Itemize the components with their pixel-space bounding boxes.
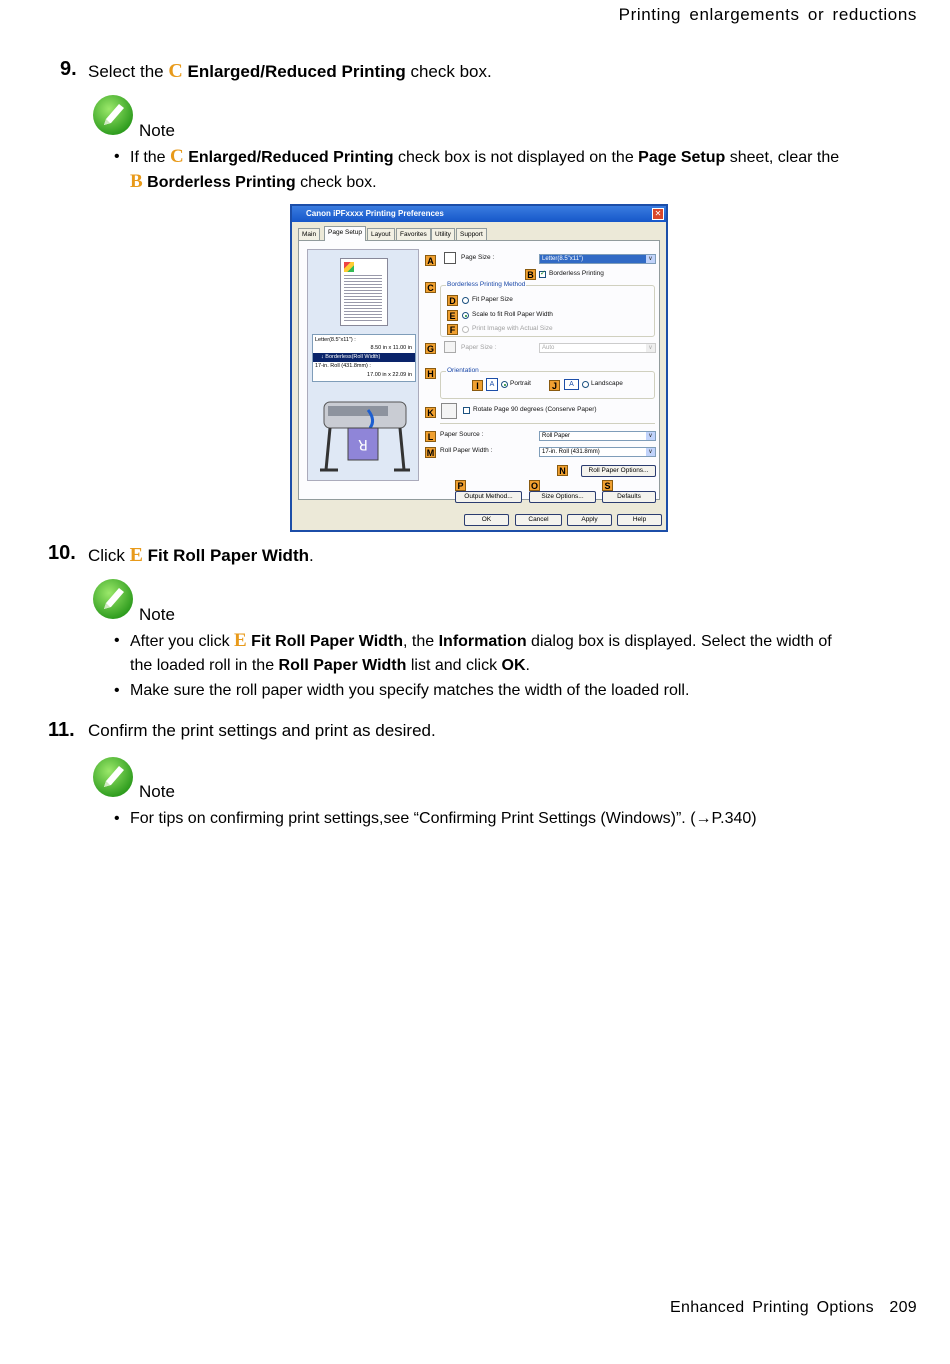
note-bullet: • Make sure the roll paper width you specify matches the width of the loaded roll. — [114, 682, 690, 699]
tab-main[interactable]: Main — [298, 228, 320, 240]
paper-source-label: Paper Source : — [440, 431, 484, 438]
callout-c: C — [425, 282, 436, 293]
callout-k: K — [425, 407, 436, 418]
rotate-page-icon — [441, 403, 457, 419]
printer-illustration-icon — [318, 390, 412, 476]
note-bullet: • If the C Enlarged/Reduced Printing check box is not displayed on the Page Setup sheet, clear the B Borderless Printing check box. — [114, 146, 840, 192]
running-header: Printing enlargements or reductions — [618, 5, 917, 24]
portrait-icon: A — [486, 378, 498, 391]
note-pencil-icon — [92, 94, 134, 136]
actual-size-radio[interactable] — [462, 326, 469, 333]
callout-s: S — [602, 480, 613, 491]
print-preview — [307, 249, 419, 481]
dialog-title: Canon iPFxxxx Printing Preferences — [292, 206, 666, 222]
help-button[interactable]: Help — [617, 514, 662, 526]
note-bullet: • After you click E Fit Roll Paper Width, the Information dialog box is displayed. Select the width of the loaded roll in the Roll Paper Width list and click OK. — [114, 630, 832, 674]
step-text: Click E Fit Roll Paper Width. — [88, 544, 314, 566]
cross-reference-link[interactable]: For tips on confirming print settings,see “Confirming Print Settings (Windows)”. (→P.340) — [130, 810, 757, 827]
tab-utility[interactable]: Utility — [431, 228, 455, 240]
paper-size-icon — [444, 341, 456, 353]
borderless-method-label: Borderless Printing Method — [447, 281, 526, 288]
apply-button[interactable]: Apply — [567, 514, 612, 526]
callout-i: I — [472, 380, 483, 391]
portrait-radio[interactable] — [501, 381, 508, 388]
note-label: Note — [139, 782, 175, 801]
cancel-button[interactable]: Cancel — [515, 514, 562, 526]
callout-m: M — [426, 448, 435, 458]
portrait-label: Portrait — [510, 380, 531, 387]
callout-l: L — [425, 431, 436, 442]
page-size-select[interactable]: Letter(8.5"x11") ∨ — [539, 254, 656, 264]
rotate-page-label: Rotate Page 90 degrees (Conserve Paper) — [473, 406, 597, 413]
note-pencil-icon — [92, 578, 134, 620]
output-method-button[interactable]: Output Method... — [455, 491, 522, 503]
close-icon[interactable]: ✕ — [652, 208, 664, 220]
page-number: 209 — [889, 1299, 917, 1316]
paper-size-label: Paper Size : — [461, 344, 497, 351]
landscape-icon: A — [564, 379, 579, 390]
actual-size-label: Print Image with Actual Size — [472, 325, 553, 332]
step-text: Select the C Enlarged/Reduced Printing check box. — [88, 60, 492, 82]
callout-g: G — [426, 344, 434, 354]
callout-o: O — [530, 481, 538, 491]
defaults-button[interactable]: Defaults — [602, 491, 656, 503]
page-size-icon — [444, 252, 456, 264]
tab-favorites[interactable]: Favorites — [396, 228, 431, 240]
orientation-label: Orientation — [447, 367, 479, 374]
ok-button[interactable]: OK — [464, 514, 509, 526]
landscape-label: Landscape — [591, 380, 623, 387]
paper-size-select[interactable]: Auto ∨ — [539, 343, 656, 353]
callout-n: N — [557, 465, 568, 476]
callout-d: D — [447, 295, 458, 306]
callout-a: A — [425, 255, 436, 266]
rotate-page-checkbox[interactable] — [463, 407, 470, 414]
preview-image-icon — [344, 262, 354, 272]
roll-width-select[interactable]: 17-in. Roll (431.8mm) ∨ — [539, 447, 656, 457]
step-number: 10. — [48, 542, 76, 564]
callout-letter: E — [129, 544, 143, 566]
preview-text-lines — [344, 275, 382, 321]
divider — [440, 423, 655, 424]
fit-roll-width-label: Scale to fit Roll Paper Width — [472, 311, 553, 318]
callout-h: H — [425, 368, 436, 379]
note-bullet: • For tips on confirming print settings,see “Confirming Print Settings (Windows)”. (→P.340) — [114, 810, 757, 827]
roll-width-label: Roll Paper Width : — [440, 447, 493, 454]
callout-f: F — [447, 324, 458, 335]
step-number: 9. — [60, 58, 77, 80]
paper-source-select[interactable]: Roll Paper ∨ — [539, 431, 656, 441]
callout-j: J — [549, 380, 560, 391]
borderless-label: Borderless Printing — [549, 270, 604, 277]
printing-preferences-dialog — [290, 204, 668, 532]
step-number: 11. — [48, 719, 75, 741]
svg-text:R: R — [358, 436, 368, 452]
page-preview — [340, 258, 388, 326]
page-setup-panel — [298, 240, 660, 500]
fit-roll-width-radio[interactable] — [462, 312, 469, 319]
tab-page-setup[interactable]: Page Setup — [324, 226, 366, 241]
step-text: Confirm the print settings and print as desired. — [88, 721, 436, 740]
page-footer — [670, 1299, 917, 1317]
callout-e: E — [447, 310, 458, 321]
note-label: Note — [139, 605, 175, 624]
fit-paper-radio[interactable] — [462, 297, 469, 304]
page-size-label: Page Size : — [461, 254, 495, 261]
callout-b: B — [525, 269, 536, 280]
tab-layout[interactable]: Layout — [367, 228, 395, 240]
callout-letter: C — [168, 60, 183, 82]
tab-support[interactable]: Support — [456, 228, 487, 240]
footer-section: Enhanced Printing Options — [670, 1299, 874, 1316]
note-pencil-icon — [92, 756, 134, 798]
fit-paper-label: Fit Paper Size — [472, 296, 513, 303]
callout-p: P — [455, 480, 466, 491]
paper-info-box: Letter(8.5"x11") : 8.50 in x 11.00 in ↓ Borderless(Roll Width) 17-in. Roll (431.8mm) : 17.00 in x 22.09 in — [312, 334, 416, 382]
borderless-checkbox[interactable]: ✓ — [540, 270, 546, 277]
roll-paper-options-button[interactable]: Roll Paper Options... — [581, 465, 656, 477]
size-options-button[interactable]: Size Options... — [529, 491, 596, 503]
note-label: Note — [139, 121, 175, 140]
landscape-radio[interactable] — [582, 381, 589, 388]
